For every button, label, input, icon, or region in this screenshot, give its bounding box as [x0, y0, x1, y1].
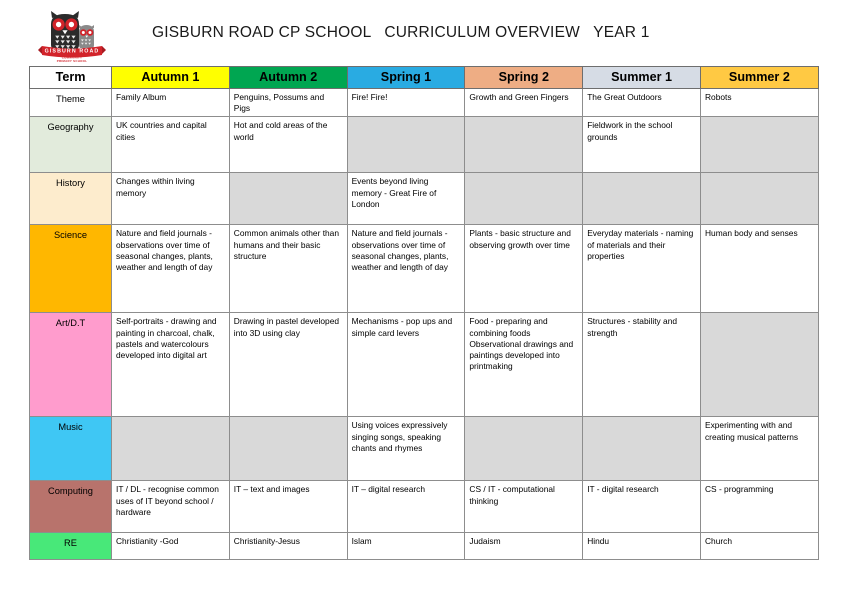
table-cell: Everyday materials - naming of materials and their properties	[583, 225, 701, 313]
table-cell: Hindu	[583, 533, 701, 560]
svg-text:COMMUNITY: COMMUNITY	[61, 55, 83, 60]
table-row	[30, 173, 819, 225]
table-row	[30, 225, 819, 313]
column-header-spring2: Spring 2	[465, 67, 583, 89]
row-label-geography: Geography	[30, 117, 112, 173]
large-owl-shape	[51, 11, 79, 52]
table-cell: IT – text and images	[229, 481, 347, 533]
table-cell: Nature and field journals - observations over time of seasonal changes, plants, weather and length of day	[112, 225, 230, 313]
table-cell: Common animals other than humans and their basic structure	[229, 225, 347, 313]
table-cell: Changes within living memory	[112, 173, 230, 225]
table-cell: Church	[700, 533, 818, 560]
table-cell: Mechanisms - pop ups and simple card levers	[347, 313, 465, 417]
table-cell	[465, 117, 583, 173]
table-cell: Food - preparing and combining foods Observational drawings and paintings developed into printmaking	[465, 313, 583, 417]
table-cell: Plants - basic structure and observing growth over time	[465, 225, 583, 313]
table-cell	[112, 417, 230, 481]
table-cell: Human body and senses	[700, 225, 818, 313]
table-cell: IT / DL - recognise common uses of IT beyond school / hardware	[112, 481, 230, 533]
row-label-art-d-t: Art/D.T	[30, 313, 112, 417]
table-cell	[583, 173, 701, 225]
table-body	[30, 67, 819, 560]
table-row	[30, 417, 819, 481]
table-cell: Events beyond living memory - Great Fire of London	[347, 173, 465, 225]
svg-text:GISBURN ROAD: GISBURN ROAD	[44, 48, 100, 55]
column-header-autumn2: Autumn 2	[229, 67, 347, 89]
table-cell: Growth and Green Fingers	[465, 89, 583, 117]
table-cell: The Great Outdoors	[583, 89, 701, 117]
svg-text:PRIMARY SCHOOL: PRIMARY SCHOOL	[56, 59, 88, 63]
row-label-theme: Theme	[30, 89, 112, 117]
table-cell: Structures - stability and strength	[583, 313, 701, 417]
table-cell: Fieldwork in the school grounds	[583, 117, 701, 173]
table-cell: Penguins, Possums and Pigs	[229, 89, 347, 117]
table-cell: Judaism	[465, 533, 583, 560]
table-cell	[700, 173, 818, 225]
table-cell	[347, 117, 465, 173]
school-owl-logo	[34, 2, 110, 64]
row-label-re: RE	[30, 533, 112, 560]
table-cell	[465, 173, 583, 225]
row-label-history: History	[30, 173, 112, 225]
table-cell: Christianity-Jesus	[229, 533, 347, 560]
row-label-music: Music	[30, 417, 112, 481]
page-header	[0, 0, 841, 66]
table-cell: IT - digital research	[583, 481, 701, 533]
page-title: GISBURN ROAD CP SCHOOL CURRICULUM OVERVIEW YEAR 1	[152, 24, 650, 41]
table-cell: Islam	[347, 533, 465, 560]
column-header-term: Term	[30, 67, 112, 89]
row-label-science: Science	[30, 225, 112, 313]
table-cell: CS - programming	[700, 481, 818, 533]
column-header-summer2: Summer 2	[700, 67, 818, 89]
table-cell: Family Album	[112, 89, 230, 117]
table-cell: Christianity -God	[112, 533, 230, 560]
table-cell: CS / IT - computational thinking	[465, 481, 583, 533]
column-header-summer1: Summer 1	[583, 67, 701, 89]
table-row	[30, 313, 819, 417]
table-cell: Fire! Fire!	[347, 89, 465, 117]
table-cell	[700, 117, 818, 173]
table-row	[30, 117, 819, 173]
small-owl-shape	[79, 25, 94, 50]
table-cell	[465, 417, 583, 481]
table-cell: UK countries and capital cities	[112, 117, 230, 173]
table-cell	[229, 173, 347, 225]
table-cell: IT – digital research	[347, 481, 465, 533]
table-cell: Drawing in pastel developed into 3D using clay	[229, 313, 347, 417]
table-cell: Nature and field journals - observations over time of seasonal changes, plants, weather and length of day	[347, 225, 465, 313]
table-header-row	[30, 67, 819, 89]
row-label-computing: Computing	[30, 481, 112, 533]
table-cell: Experimenting with and creating musical patterns	[700, 417, 818, 481]
column-header-autumn1: Autumn 1	[112, 67, 230, 89]
table-cell	[229, 417, 347, 481]
table-row	[30, 481, 819, 533]
table-cell	[700, 313, 818, 417]
table-cell: Robots	[700, 89, 818, 117]
table-row	[30, 533, 819, 560]
table-cell: Self-portraits - drawing and painting in charcoal, chalk, pastels and watercolours developed into digital art	[112, 313, 230, 417]
table-cell: Using voices expressively singing songs, speaking chants and rhymes	[347, 417, 465, 481]
table-row	[30, 89, 819, 117]
column-header-spring1: Spring 1	[347, 67, 465, 89]
table-cell	[583, 417, 701, 481]
table-cell: Hot and cold areas of the world	[229, 117, 347, 173]
curriculum-overview-table	[29, 66, 819, 560]
